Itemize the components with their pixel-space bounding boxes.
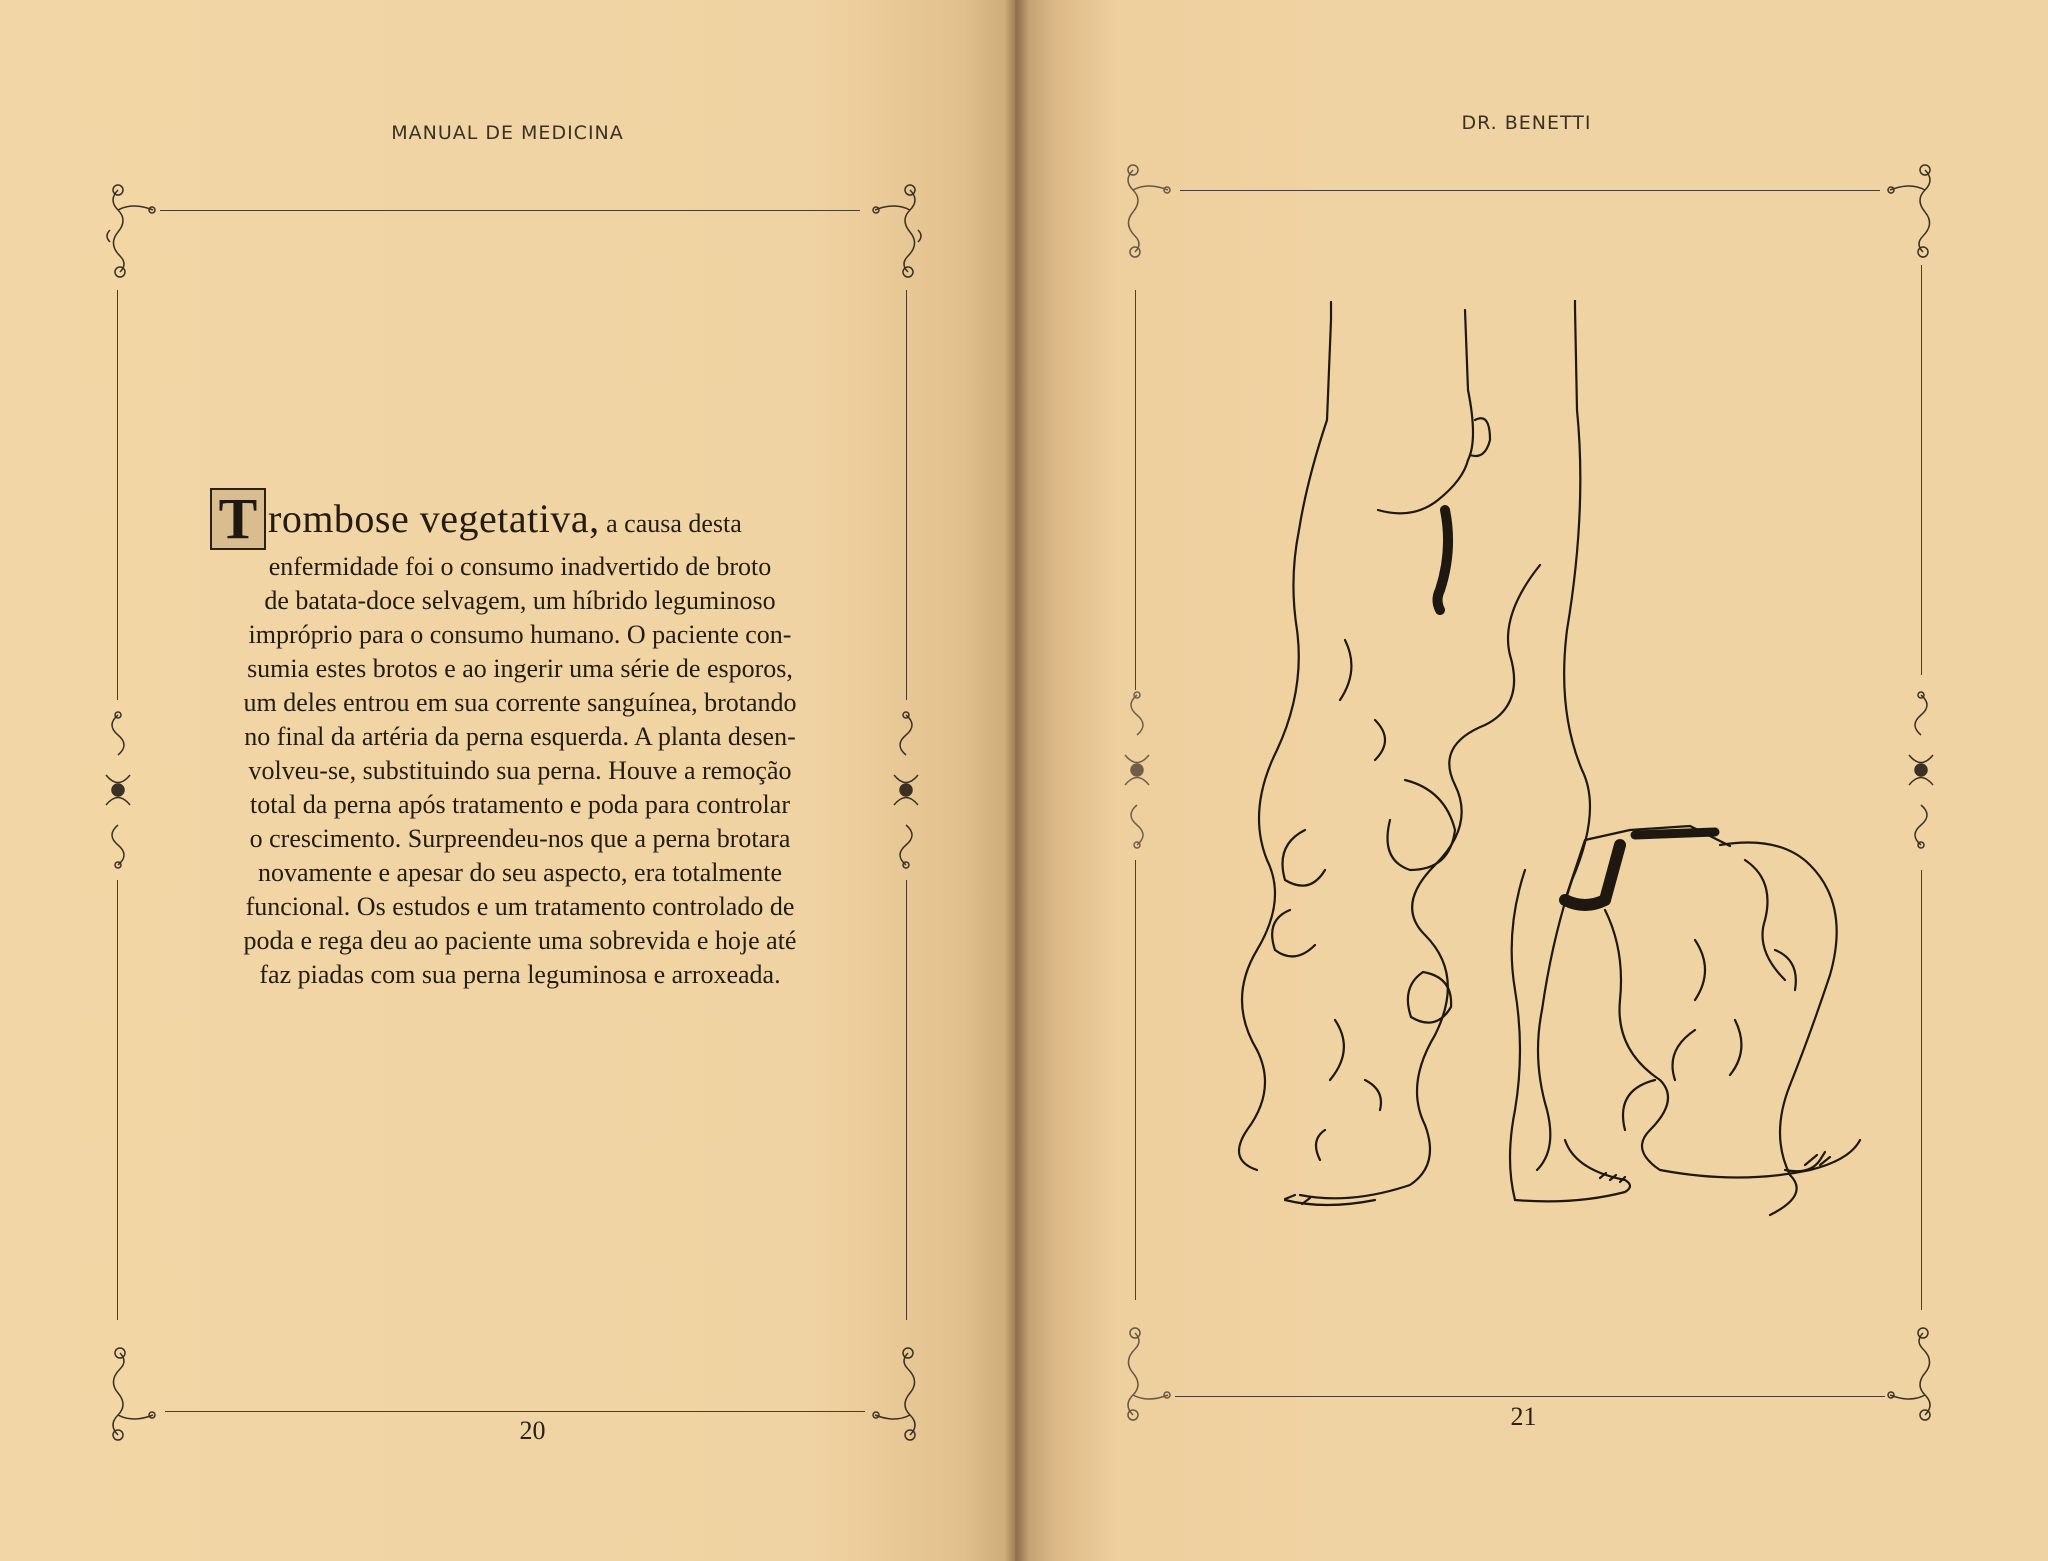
text-line: um deles entrou em sua corrente sanguínea, brotando — [243, 688, 797, 717]
left-page — [0, 0, 1015, 1561]
article-body — [210, 488, 830, 992]
frame-top-rule — [1180, 190, 1880, 191]
title-line — [210, 488, 830, 550]
book-gutter — [1005, 0, 1029, 1561]
text-line: impróprio para o consumo humano. O paciente con- — [248, 620, 792, 649]
text-line: no final da artéria da perna esquerda. A planta desen- — [244, 722, 796, 751]
flourish-side-icon — [884, 710, 928, 870]
text-line: de batata-doce selvagem, um híbrido leguminoso — [264, 586, 776, 615]
text-line: funcional. Os estudos e um tratamento controlado de — [245, 892, 795, 921]
flourish-side-icon — [96, 710, 140, 870]
frame-right-rule-lower — [906, 880, 907, 1320]
text-line: enfermidade foi o consumo inadvertido de broto — [268, 552, 772, 581]
page-number-left: 20 — [519, 1416, 546, 1445]
article-title: rombose vegetativa, — [268, 496, 600, 541]
running-head-left: MANUAL DE MEDICINA — [391, 122, 624, 144]
leg-illustration-icon — [1135, 300, 1895, 1220]
flourish-side-icon — [1899, 690, 1943, 850]
text-line: volveu-se, substituindo sua perna. Houve a remoção — [248, 756, 792, 785]
frame-right-rule-upper — [1921, 265, 1922, 675]
text-line: poda e rega deu ao paciente uma sobrevida e hoje até — [243, 926, 797, 955]
text-line: sumia estes brotos e ao ingerir uma série de esporos, — [247, 654, 793, 683]
frame-bottom-rule — [1175, 1396, 1885, 1397]
frame-left-rule-upper — [117, 290, 118, 700]
right-page — [1015, 0, 2048, 1561]
drop-cap: T — [210, 488, 266, 550]
flourish-corner-icon — [100, 180, 160, 280]
text-line: faz piadas com sua perna leguminosa e arroxeada. — [259, 960, 781, 989]
flourish-corner-icon — [1883, 160, 1943, 260]
text-line: total da perna após tratamento e poda para controlar — [250, 790, 790, 819]
frame-bottom-rule — [165, 1411, 865, 1412]
flourish-corner-icon — [1115, 160, 1175, 260]
page-number-right: 21 — [1510, 1402, 1537, 1431]
first-line-text: a causa desta — [606, 509, 742, 538]
flourish-corner-icon — [868, 180, 928, 280]
text-line: o crescimento. Surpreendeu-nos que a perna brotara — [249, 824, 791, 853]
frame-top-rule — [160, 210, 860, 211]
text-line: novamente e apesar do seu aspecto, era totalmente — [257, 858, 783, 887]
frame-left-rule-lower — [117, 880, 118, 1320]
frame-right-rule-upper — [906, 290, 907, 700]
frame-right-rule-lower — [1921, 870, 1922, 1310]
running-head-right: DR. BENETTI — [1461, 112, 1592, 134]
